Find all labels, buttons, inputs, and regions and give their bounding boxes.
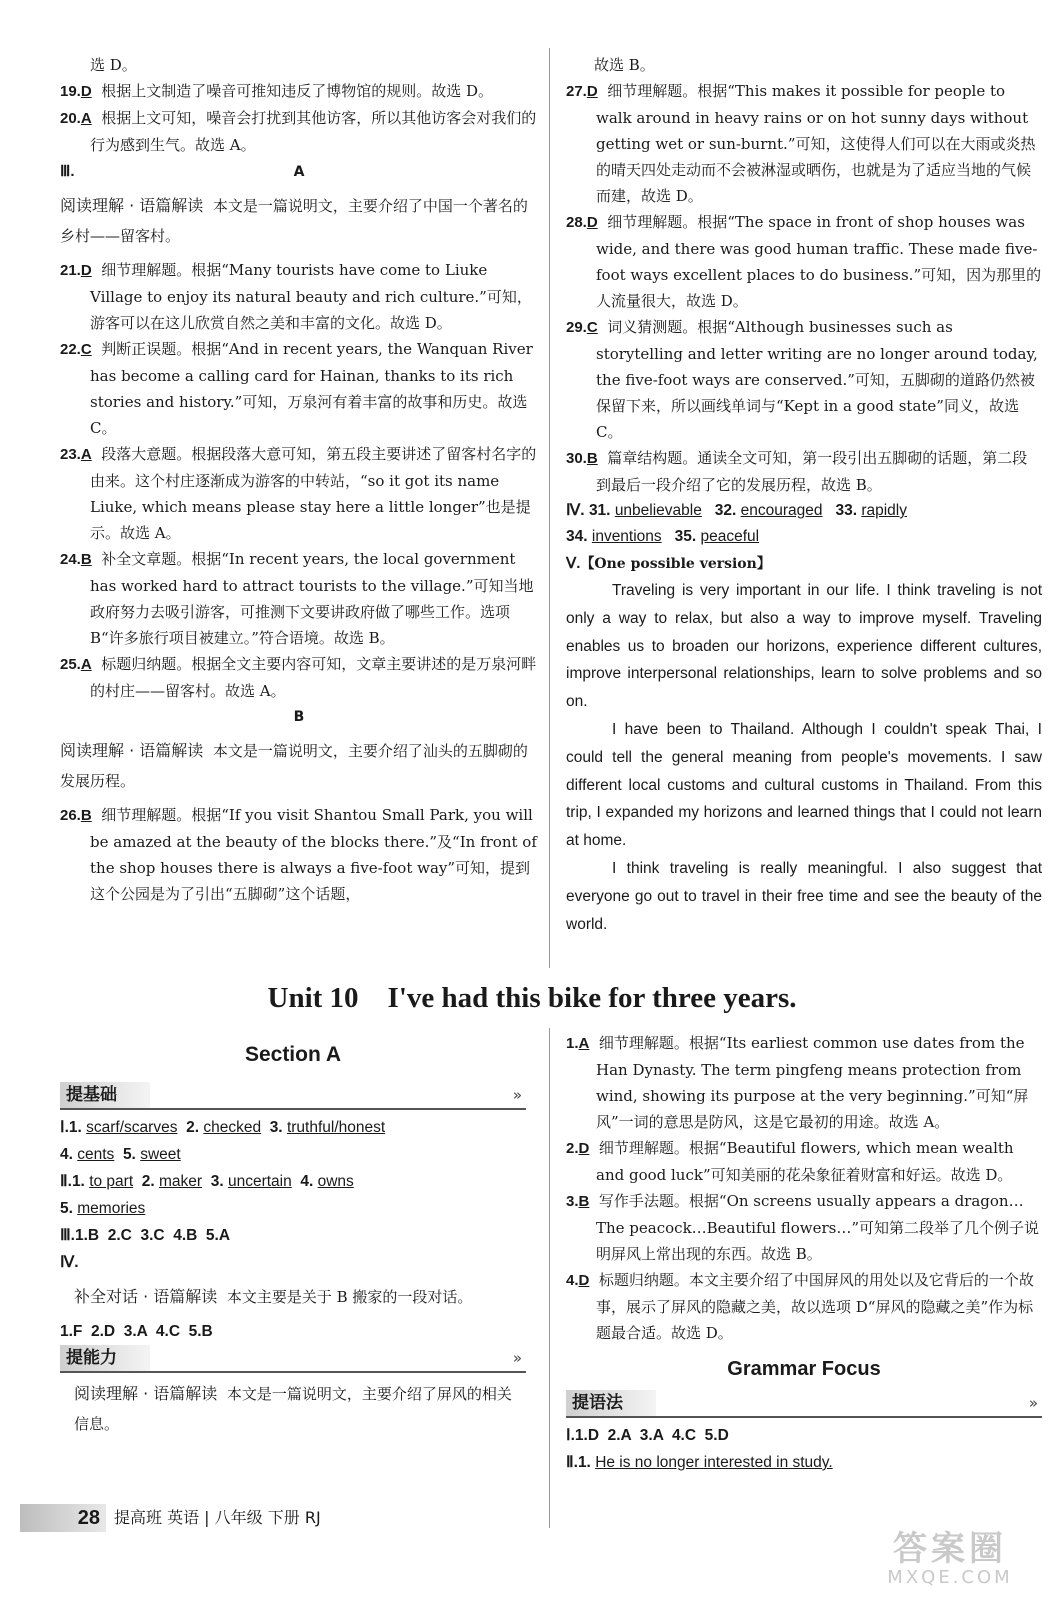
writing-header: Ⅴ.【One possible version】 [566,555,771,572]
column-divider [549,48,550,968]
band-basic: 提基础 » [60,1082,526,1110]
answers-row: 1.F 2.D 3.A 4.C 5.B [60,1323,213,1340]
answer-item-1: 1.A 细节理解题。根据“Its earliest common use dates from the Han Dynasty. The term pingfeng means protection from wind, showing its purpose at the very beginning.”可知“屏风”一词的意思是防风，这是它最初的用途。故选 A。 [566,1034,1029,1131]
text-line: 故选 B。 [594,56,655,74]
page-footer [20,1504,540,1532]
section-marker: Ⅲ. [60,163,75,180]
essay-paragraph: Traveling is very important in our life. I think traveling is not only a way to relax, but also a way to improve myself. Traveling enables us to broaden our horizons, experience different cultures, improve interpersonal relationships, learn to solve problems and so on. [566,582,1042,711]
word-answers-row-2: 34. inventions 35. peaceful [566,528,760,545]
unit-title: Unit 10 I've had this bike for three years. [267,982,797,1014]
band-grammar: 提语法 » [566,1390,1042,1418]
word-answers-row-1: Ⅳ. 31. unbelievable 32. encouraged 33. rapidly [566,502,907,519]
essay-paragraph: I have been to Thailand. Although I couldn't speak Thai, I could tell the general meaning from people's movements. I saw different local customs and cultural customs in Thailand. From this trip, I expanded my horizons and learned things that I could not learn at home. [566,720,1042,850]
answers-row: Ⅱ.1. to part 2. maker 3. uncertain 4. owns [60,1173,354,1190]
column-divider-lower [549,1028,550,1528]
part-label: B [293,709,305,725]
page-number: 28 [20,1504,106,1532]
answer-item-25: 25.A 标题归纳题。根据全文主要内容可知，文章主要讲述的是万泉河畔的村庄——留客村。故选 A。 [60,655,537,700]
answer-item-29: 29.C 词义猜测题。根据“Although businesses such as storytelling and letter writing are no longer around today, the five-foot ways are conserved.”可知，五脚砌的道路仍然被保留下来，所以画线单词与“Kept in a good state”同义，故选 C。 [566,318,1038,441]
band-ability: 提能力 » [60,1345,526,1373]
section-marker: Ⅳ. [60,1254,79,1271]
answer-item-27: 27.D 细节理解题。根据“This makes it possible for people to walk around in heavy rains or on hot sunny days without getting wet or sun-burnt.”可知，这使得人们可以在大雨或炎热的晴天四处走动而不会被淋湿或晒伤，也就是为了适应当地的气候而建，故选 D。 [566,82,1036,205]
section-title: Section A [244,1043,342,1066]
answers-row: 4. cents 5. sweet [60,1146,181,1163]
left-column [60,52,538,907]
reading-summary-b: 阅读理解 · 语篇解读 本文是一篇说明文，主要介绍了汕头的五脚砌的发展历程。 [60,741,528,790]
lower-right-column [566,1030,1042,1476]
answer-item-3: 3.B 写作手法题。根据“On screens usually appears a dragon…The peacock…Beautiful flowers…”可知第二段举了几个例子说明屏风上常出现的东西。故选 B。 [566,1192,1040,1263]
answer-item-20: 20.A 根据上文可知，噪音会打扰到其他访客，所以其他访客会对我们的行为感到生气。故选 A。 [60,109,537,154]
chevron-right-icon: » [512,1086,522,1104]
reading-summary-c: 阅读理解 · 语篇解读 本文是一篇说明文，主要介绍了屏风的相关信息。 [74,1384,512,1433]
dialogue-summary: 补全对话 · 语篇解读 本文主要是关于 B 搬家的一段对话。 [74,1287,473,1306]
answer-item-28: 28.D 细节理解题。根据“The space in front of shop houses was wide, and there was good human traffic. These made five-foot ways excellent places to do business.”可知，因为那里的人流量很大，故选 D。 [566,213,1042,310]
answer-item-22: 22.C 判断正误题。根据“And in recent years, the Wanquan River has become a calling card for Hainan, thanks to its rich stories and history.”可知，万泉河有着丰富的故事和历史。故选 C。 [60,340,533,437]
answer-item-26: 26.B 细节理解题。根据“If you visit Shantou Small Park, you will be amazed at the beauty of the blocks there.”及“In front of the shop houses there is always a five-foot way”可知，提到这个公园是为了引出“五脚砌”这个话题， [60,806,537,903]
answers-row: Ⅰ.1.D 2.A 3.A 4.C 5.D [566,1427,729,1444]
watermark-logo: 答案圈 MXQE.COM [887,1529,1013,1588]
answer-item-19: 19.D 根据上文制造了噪音可推知违反了博物馆的规则。故选 D。 [60,82,494,100]
part-label: A [293,164,305,180]
answers-row: Ⅲ.1.B 2.C 3.C 4.B 5.A [60,1227,231,1244]
answers-row: Ⅱ.1. He is no longer interested in study. [566,1454,833,1471]
right-column [566,52,1042,938]
answer-item-21: 21.D 细节理解题。根据“Many tourists have come to Liuke Village to enjoy its natural beauty and rich culture.”可知，游客可以在这儿欣赏自然之美和丰富的文化。故选 D。 [60,261,532,332]
chevron-right-icon: » [512,1349,522,1367]
text-line: 选 D。 [90,56,137,74]
sample-essay [566,577,1042,938]
book-title: 提高班 英语 | 八年级 下册 RJ [114,1508,321,1527]
answer-item-30: 30.B 篇章结构题。通读全文可知，第一段引出五脚砌的话题，第二段到最后一段介绍了它的发展历程，故选 B。 [566,449,1028,494]
chevron-right-icon: » [1028,1394,1038,1412]
lower-left-column [60,1036,526,1445]
grammar-title: Grammar Focus [727,1358,881,1380]
essay-paragraph: I think traveling is really meaningful. I also suggest that everyone go out to travel in their free time and see the beauty of the world. [566,859,1042,933]
answer-item-24: 24.B 补全文章题。根据“In recent years, the local government has worked hard to attract tourists to the village.”可知当地政府努力去吸引游客，可推测下文要讲政府做了哪些工作。选项 B“许多旅行项目被建立。”符合语境。故选 B。 [60,550,534,647]
answers-row: Ⅰ.1. scarf/scarves 2. checked 3. truthful/honest [60,1119,386,1136]
reading-summary-a: 阅读理解 · 语篇解读 本文是一篇说明文，主要介绍了中国一个著名的乡村——留客村。 [60,196,528,245]
answer-item-23: 23.A 段落大意题。根据段落大意可知，第五段主要讲述了留客村名字的由来。这个村庄逐渐成为游客的中转站，“so it got its name Liuke, which means please stay here a little longer”也是提示。故选 A。 [60,445,537,542]
answers-row: 5. memories [60,1200,146,1217]
answer-item-2: 2.D 细节理解题。根据“Beautiful flowers, which mean wealth and good luck”可知美丽的花朵象征着财富和好运。故选 D。 [566,1139,1014,1184]
answer-item-4: 4.D 标题归纳题。本文主要介绍了中国屏风的用处以及它背后的一个故事，展示了屏风的隐藏之美，故以选项 D“屏风的隐藏之美”作为标题最合适。故选 D。 [566,1271,1034,1342]
